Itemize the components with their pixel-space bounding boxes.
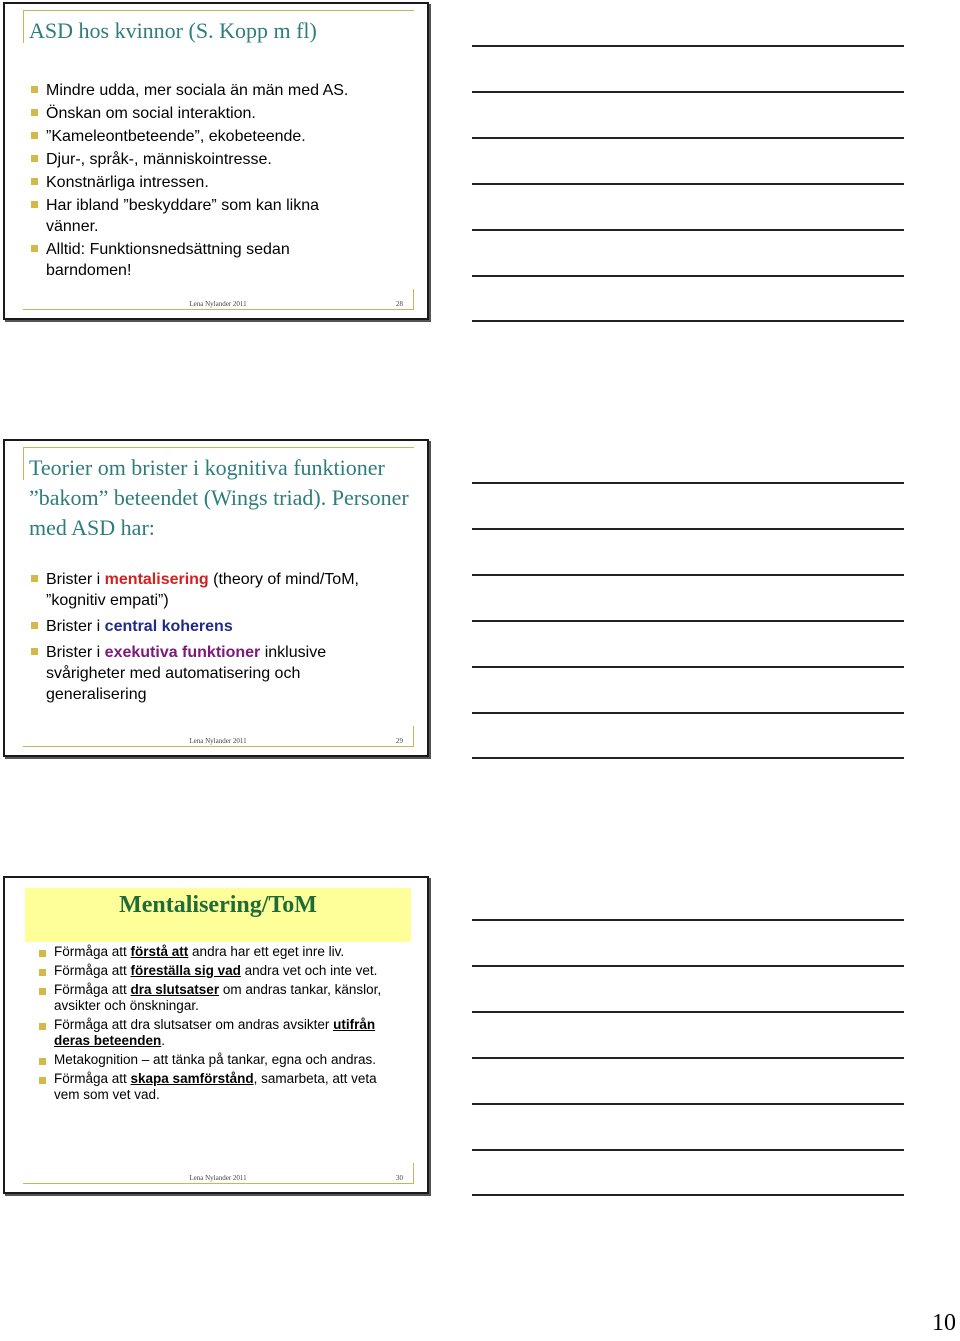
slide-30 xyxy=(3,876,429,1194)
note-line xyxy=(472,482,904,484)
note-line xyxy=(472,919,904,921)
note-line xyxy=(472,1011,904,1013)
square-bullet-icon xyxy=(39,988,46,995)
slide-page-number: 29 xyxy=(396,737,403,745)
square-bullet-icon xyxy=(31,178,38,185)
list-item: Förmåga att skapa samförstånd, samarbeta, att veta vem som vet vad. xyxy=(39,1071,387,1103)
slide-footer-author: Lena Nylander 2011 xyxy=(189,1174,247,1182)
list-item: Konstnärliga intressen. xyxy=(31,172,403,193)
list-item: Mindre udda, mer sociala än män med AS. xyxy=(31,80,403,101)
square-bullet-icon xyxy=(39,1077,46,1084)
bullet-list xyxy=(31,569,403,710)
note-line xyxy=(472,91,904,93)
list-item: Förmåga att dra slutsatser om andras tankar, känslor, avsikter och önskningar. xyxy=(39,982,387,1014)
list-item: Förmåga att förstå att andra har ett eget inre liv. xyxy=(39,944,387,960)
note-line xyxy=(472,1194,904,1196)
note-line xyxy=(472,574,904,576)
square-bullet-icon xyxy=(39,1023,46,1030)
square-bullet-icon xyxy=(31,155,38,162)
note-line xyxy=(472,275,904,277)
slide-28 xyxy=(3,2,429,320)
square-bullet-icon xyxy=(31,245,38,252)
list-item: Brister i central koherens xyxy=(31,616,403,637)
square-bullet-icon xyxy=(31,622,38,629)
bullet-list xyxy=(39,944,387,1106)
note-line xyxy=(472,183,904,185)
note-line xyxy=(472,137,904,139)
slide-29 xyxy=(3,439,429,757)
list-item: ”Kameleontbeteende”, ekobeteende. xyxy=(31,126,403,147)
slide-page-number: 30 xyxy=(396,1174,403,1182)
note-line xyxy=(472,229,904,231)
note-line xyxy=(472,666,904,668)
note-line xyxy=(472,620,904,622)
list-item: Alltid: Funktionsnedsättning sedan barndomen! xyxy=(31,239,403,281)
document-page-number: 10 xyxy=(932,1310,956,1336)
note-line xyxy=(472,528,904,530)
square-bullet-icon xyxy=(39,1058,46,1065)
list-item: Djur-, språk-, människointresse. xyxy=(31,149,403,170)
slide-title: Teorier om brister i kognitiva funktioner ”bakom” beteendet (Wings triad). Personer med ASD har: xyxy=(29,455,409,540)
list-item: Förmåga att dra slutsatser om andras avsikter utifrån deras beteenden. xyxy=(39,1017,387,1049)
note-line xyxy=(472,1103,904,1105)
slide-title: ASD hos kvinnor (S. Kopp m fl) xyxy=(29,18,317,43)
note-line xyxy=(472,712,904,714)
square-bullet-icon xyxy=(31,575,38,582)
note-line xyxy=(472,757,904,759)
slide-footer-author: Lena Nylander 2011 xyxy=(189,737,247,745)
square-bullet-icon xyxy=(31,86,38,93)
square-bullet-icon xyxy=(31,109,38,116)
list-item: Metakognition – att tänka på tankar, egna och andras. xyxy=(39,1052,387,1068)
square-bullet-icon xyxy=(31,132,38,139)
list-item: Önskan om social interaktion. xyxy=(31,103,403,124)
list-item: Förmåga att föreställa sig vad andra vet och inte vet. xyxy=(39,963,387,979)
note-line xyxy=(472,1057,904,1059)
square-bullet-icon xyxy=(39,950,46,957)
bullet-list xyxy=(31,80,403,283)
note-line xyxy=(472,1149,904,1151)
square-bullet-icon xyxy=(31,201,38,208)
square-bullet-icon xyxy=(39,969,46,976)
list-item: Har ibland ”beskyddare” som kan likna vänner. xyxy=(31,195,403,237)
note-line xyxy=(472,965,904,967)
square-bullet-icon xyxy=(31,648,38,655)
slide-title: Mentalisering/ToM xyxy=(119,892,317,918)
slide-footer-author: Lena Nylander 2011 xyxy=(189,300,247,308)
note-line xyxy=(472,320,904,322)
slide-page-number: 28 xyxy=(396,300,403,308)
list-item: Brister i exekutiva funktioner inklusive svårigheter med automatisering och generalisering xyxy=(31,642,403,705)
list-item: Brister i mentalisering (theory of mind/ToM, ”kognitiv empati”) xyxy=(31,569,403,611)
note-line xyxy=(472,45,904,47)
